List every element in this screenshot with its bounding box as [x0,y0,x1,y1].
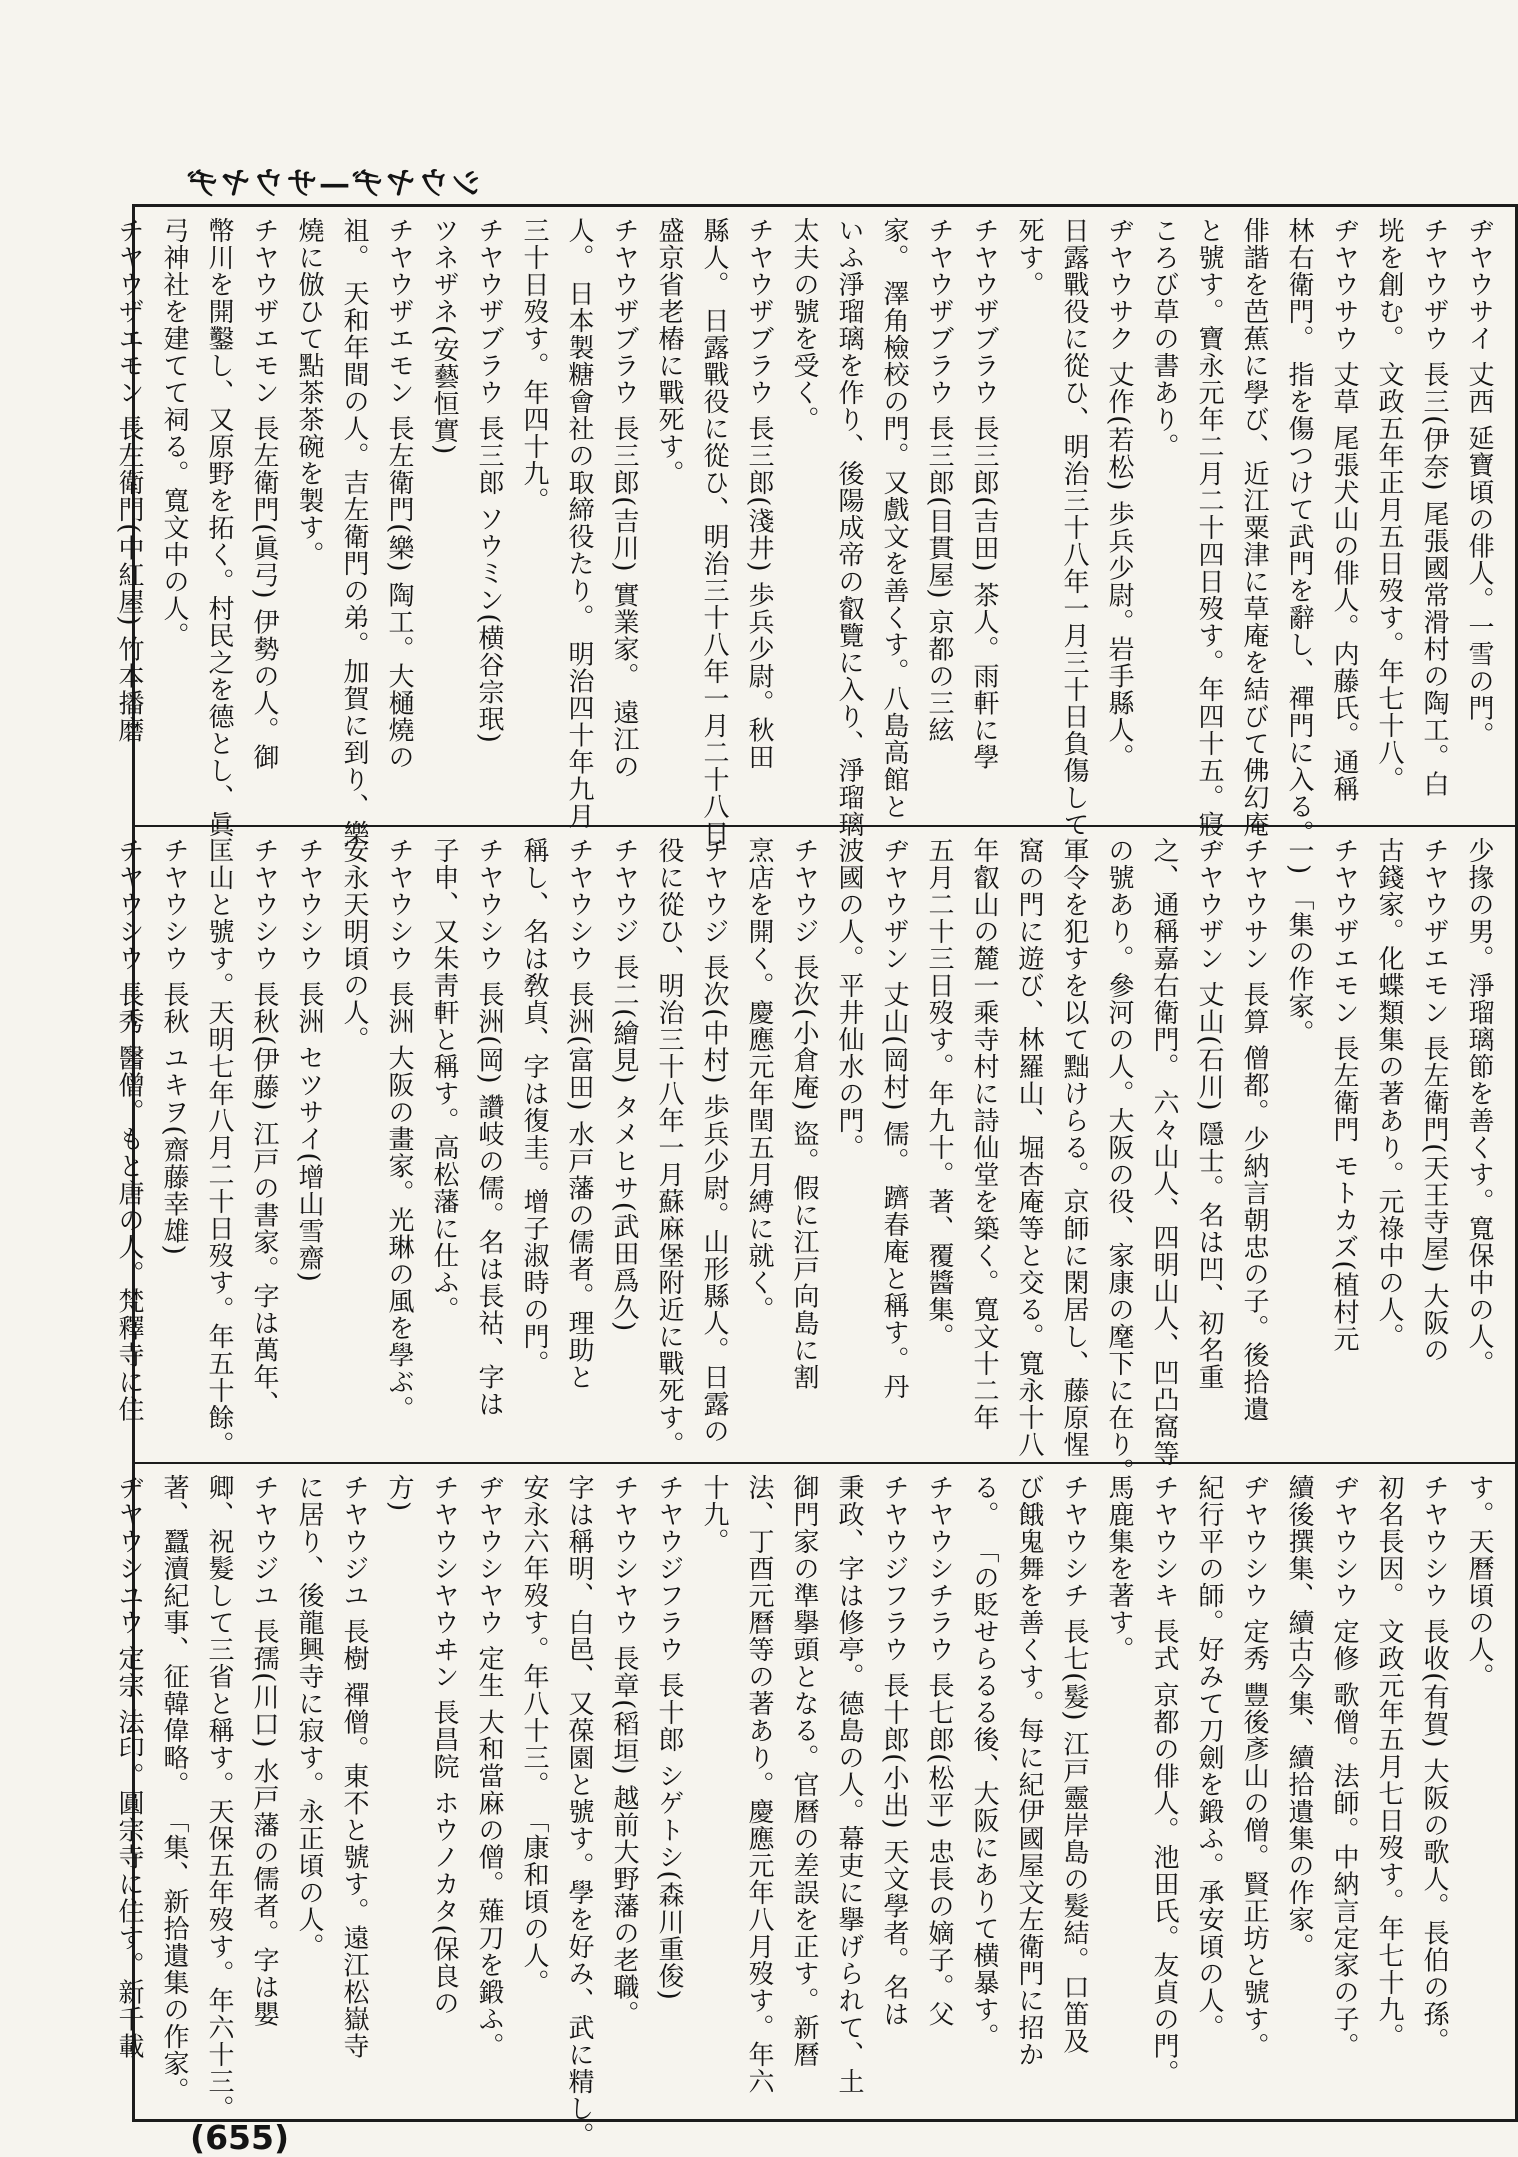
text-column: 縣人。 日露戰役に從ひ、明治三十八年一月二十八日 [699,217,729,848]
text-column: 法、丁酉元曆等の著あり。慶應元年八月歿す。年六 [744,1474,774,2095]
text-column: チヤウザエモン 長左衛門(眞弓) 伊勢の人。御 [249,217,279,771]
text-column: チヤウジ 長二(繪見) タメヒサ(武田爲久) [609,837,639,1333]
text-column: る。 「の貶せらるる後、大阪にありて横暴す。 [969,1474,999,2051]
text-column: ヂヤウシヤウ 定生 大和當麻の僧。薙刀を鍛ふ。 [474,1474,504,2060]
text-column: 稱し、名は敎貞、字は復圭。增子淑時の門。 [519,837,549,1377]
text-column: チヤウシウ 長洲(富田) 水戸藩の儒者。理助と [564,837,594,1391]
text-column: 林右衛門。 指を傷つけて武門を辭し、禪門に入る。 [1284,217,1314,848]
text-column: 三十日歿す。年四十九。 [519,217,549,514]
text-column: 弓神社を建てて祠る。寬文中の人。 [159,217,189,649]
text-column: チヤウザブラウ 長三郎(吉川) 實業家。 遠江の [609,217,639,781]
text-column: 人。 日本製糖會社の取締役たり。 明治四十年九月 [564,217,594,830]
text-column: 祖。 天和年間の人。吉左衛門の弟。加賀に到り、樂 [339,217,369,848]
text-column: 紀行平の師。好みて刀劍を鍛ふ。承安頃の人。 [1194,1474,1224,2041]
text-column: チヤウジ 長次(小倉庵) 盜。假に江戸向島に割 [789,837,819,1391]
text-column: いふ淨瑠璃を作り、後陽成帝の叡覽に入り、淨瑠璃 [834,217,864,838]
text-column: チヤウシウ 長秋(伊藤) 江戸の書家。字は萬年、 [249,837,279,1418]
text-column: 垙を創む。 文政五年正月五日歿す。年七十八。 [1374,217,1404,794]
text-column: チヤウシウ 長洲 セツサイ(增山雪齋) [294,837,324,1283]
text-column: チヤウシヤウ 長章(稻垣) 越前大野藩の老職。 [609,1474,639,2028]
text-column: 著、蠶瀆紀事、征韓偉略。 「集、新拾遺集の作家。 [159,1474,189,2105]
text-column: チヤウシウ 長秋 ユキヲ(齋藤幸雄) [159,837,189,1256]
text-column: 烹店を開く。慶應元年閏五月縛に就く。 [744,837,774,1323]
text-column: ヂヤウザン 丈山(岡村) 儒。 躋春庵と稱す。丹 [879,837,909,1401]
text-column: ヂヤウザン 丈山(石川) 隱士。名は凹、初名重 [1194,837,1224,1391]
text-column: 燒に倣ひて點茶茶碗を製す。 [294,217,324,568]
text-column: ヂヤウサク 丈作(若松) 歩兵少尉。岩手縣人。 [1104,217,1134,771]
page-number: (655) [190,2118,290,2157]
text-column: 家。 澤角檢校の門。又戲文を善くす。八島高館と [879,217,909,821]
text-column: 十九。 [699,1474,729,1555]
text-column: 字は稱明、白邑、又葆園と號す。學を好み、武に精し。 [564,1474,594,2149]
text-column: チヤウザブラウ 長三郎(吉田) 茶人。雨軒に學 [969,217,999,771]
text-column: チヤウジユ 長樹 禪僧。東不と號す。遠江松嶽寺 [339,1474,369,2060]
text-column: ヂヤウサウ 丈草 尾張犬山の俳人。内藤氏。通稱 [1329,217,1359,803]
text-column: 一) 「集の作家。 [1284,837,1314,1047]
text-column: 窩の門に遊び、林羅山、堀杏庵等と交る。寬永十八 [1014,837,1044,1458]
band-top-text [114,217,1501,848]
text-column: チヤウザブラウ 長三郎(目貫屋) 京都の三絃 [924,217,954,744]
text-column: ヂヤウサイ 丈西 延寶頃の俳人。一雪の門。 [1464,217,1494,749]
text-column: 少掾の男。淨瑠璃節を善くす。寬保中の人。 [1464,837,1494,1377]
text-column: 役に從ひ、明治三十八年一月蘇麻堡附近に戰死す。 [654,837,684,1458]
text-column: 續後撰集、續古今集、續拾遺集の作家。 [1284,1474,1314,1960]
text-column: チヤウシウ 長秀 醫僧。もと唐の人。梵釋寺に住 [114,837,144,1423]
text-column: チヤウシウ 長收(有賀) 大阪の歌人。長伯の孫。 [1419,1474,1449,2055]
running-head: シウヤヂ—サウヤヂ [185,166,482,202]
text-column: 日露戰役に從ひ、明治三十八年一月三十日負傷して [1059,217,1089,838]
text-column: ヂヤウシユウ 定宗 法印。圓宗寺に住す。新千載 [114,1474,144,2060]
band-middle [114,827,1515,1485]
text-column: ツネザネ(安藝恒實) [429,217,459,456]
text-column: 太夫の號を受く。 [789,217,819,433]
band-middle-text [114,837,1501,1485]
text-column: 之、通稱嘉右衛門。 六々山人、四明山人、凹凸窩等 [1149,837,1179,1468]
text-column: 安永天明頃の人。 [339,837,369,1053]
text-column: チヤウシウ 長洲 大阪の畫家。光琳の風を學ぶ。 [384,837,414,1423]
text-column: 初名長因。 文政元年五月七日歿す。年七十九。 [1374,1474,1404,2051]
text-column: 俳諧を芭蕉に學び、近江粟津に草庵を結びて佛幻庵 [1239,217,1269,838]
text-column: チヤウジフラウ 長十郎 シゲトシ(森川重俊) [654,1474,684,2001]
text-column: 古錢家。化蝶類集の著あり。元祿中の人。 [1374,837,1404,1350]
text-column: チヤウザエモン 長左衛門(天王寺屋) 大阪の [1419,837,1449,1364]
text-column: チヤウサン 長算 僧都。少納言朝忠の子。後拾遺 [1239,837,1269,1423]
text-column: 幣川を開鑿し、又原野を拓く。村民之を德とし、眞 [204,217,234,838]
text-column: チヤウジフラウ 長十郎(小出) 天文學者。名は [879,1474,909,2028]
text-column: と號す。寶永元年二月二十四日歿す。年四十五。寢 [1194,217,1224,838]
text-column: 秉政、字は修亭。德島の人。幕吏に擧げられて、土 [834,1474,864,2095]
text-column: す。天曆頃の人。 [1464,1474,1494,1690]
text-column: 年叡山の麓一乘寺村に詩仙堂を築く。寬文十二年 [969,837,999,1431]
text-column: チヤウザブラウ 長三郎 ソウミン(横谷宗珉) [474,217,504,744]
text-column: チヤウシチラウ 長七郎(松平) 忠長の嫡子。父 [924,1474,954,2028]
text-column: チヤウザエモン 長左衛門(中紅屋) 竹本播磨 [114,217,144,744]
text-column: チヤウザエモン 長左衛門(樂) 陶工。大樋燒の [384,217,414,771]
text-column: 死す。 [1014,217,1044,298]
text-column: チヤウザブラウ 長三郎(淺井) 歩兵少尉。秋田 [744,217,774,771]
text-column: 盛京省老樁に戰死す。 [654,217,684,487]
text-column: 方) [384,1474,414,1513]
text-column: チヤウジユ 長孺(川口) 水戸藩の儒者。字は嬰 [249,1474,279,2028]
text-column: の號あり。參河の人。大阪の役、家康の麾下に在り。 [1104,837,1134,1485]
text-column: 安永六年歿す。年八十三。 「康和頃の人。 [519,1474,549,1997]
text-column: チヤウシウ 長洲(岡) 讚岐の儒。名は長祜、字は [474,837,504,1418]
text-column: 匡山と號す。天明七年八月二十日歿す。年五十餘。 [204,837,234,1458]
text-column: ヂヤウシウ 定秀 豐後彥山の僧。賢正坊と號す。 [1239,1474,1269,2060]
text-column: チヤウザエモン 長左衛門 モトカズ(植村元 [1329,837,1359,1353]
text-column: び餓鬼舞を善くす。每に紀伊國屋文左衛門に招か [1014,1474,1044,2068]
text-column: 五月二十三日歿す。年九十。著、覆醬集。 [924,837,954,1350]
text-column: 卿、祝髮して三省と稱す。天保五年歿す。年六十三。 [204,1474,234,2122]
text-column: ころび草の書あり。 [1149,217,1179,460]
text-column: 軍令を犯すを以て黜けらる。京師に閑居し、藤原惺 [1059,837,1089,1458]
text-column: 子申、又朱靑軒と稱す。高松藩に仕ふ。 [429,837,459,1323]
text-column: チヤウジ 長次(中村) 歩兵少尉。山形縣人。日露の [699,837,729,1445]
text-column: チヤウザウ 長三(伊奈) 尾張國常滑村の陶工。白 [1419,217,1449,798]
text-column: 波國の人。平井仙水の門。 [834,837,864,1161]
text-column: に居り、後龍興寺に寂す。永正頃の人。 [294,1474,324,1960]
text-column: チヤウシチ 長七(髮) 江戸靈岸島の髮結。口笛及 [1059,1474,1089,2055]
text-column: 御門家の準擧頭となる。官曆の差誤を正す。新曆 [789,1474,819,2068]
text-column: チヤウシキ 長式 京都の俳人。池田氏。友貞の門。 [1149,1474,1179,2087]
band-top [114,207,1515,848]
text-column: チヤウシヤウヰン 長昌院 ホウノカタ(保良の [429,1474,459,2017]
text-column: 馬鹿集を著す。 [1104,1474,1134,1663]
text-column: ヂヤウシウ 定修 歌僧。法師。中納言定家の子。 [1329,1474,1359,2060]
